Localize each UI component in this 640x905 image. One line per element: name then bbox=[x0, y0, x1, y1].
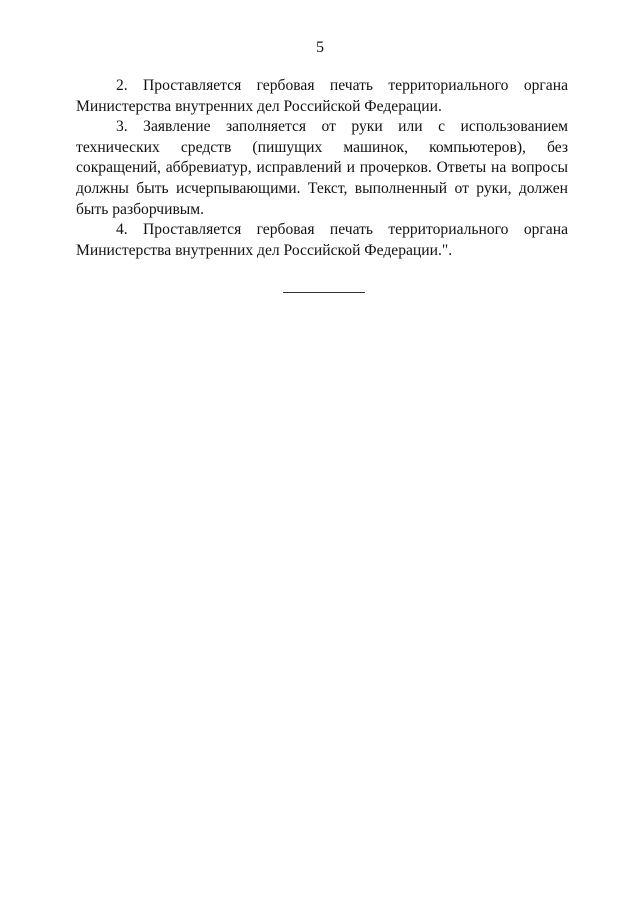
paragraph-item-3: 3. Заявление заполняется от руки или с использованием технических средств (пишущих машинок, компьютеров), без сокращений, аббревиатур, исправлений и прочерков. Ответы на вопросы должны быть исчерпывающими. Текст, выполненный от руки, должен быть разборчивым. bbox=[76, 118, 568, 218]
page-number: 5 bbox=[316, 39, 324, 56]
paragraph-item-2: 2. Проставляется гербовая печать территориального органа Министерства внутренних дел Российской Федерации. bbox=[76, 77, 568, 115]
paragraph-item-4: 4. Проставляется гербовая печать территориального органа Министерства внутренних дел Российской Федерации.". bbox=[76, 221, 568, 259]
document-body bbox=[76, 76, 568, 261]
end-of-document-rule bbox=[283, 292, 365, 293]
